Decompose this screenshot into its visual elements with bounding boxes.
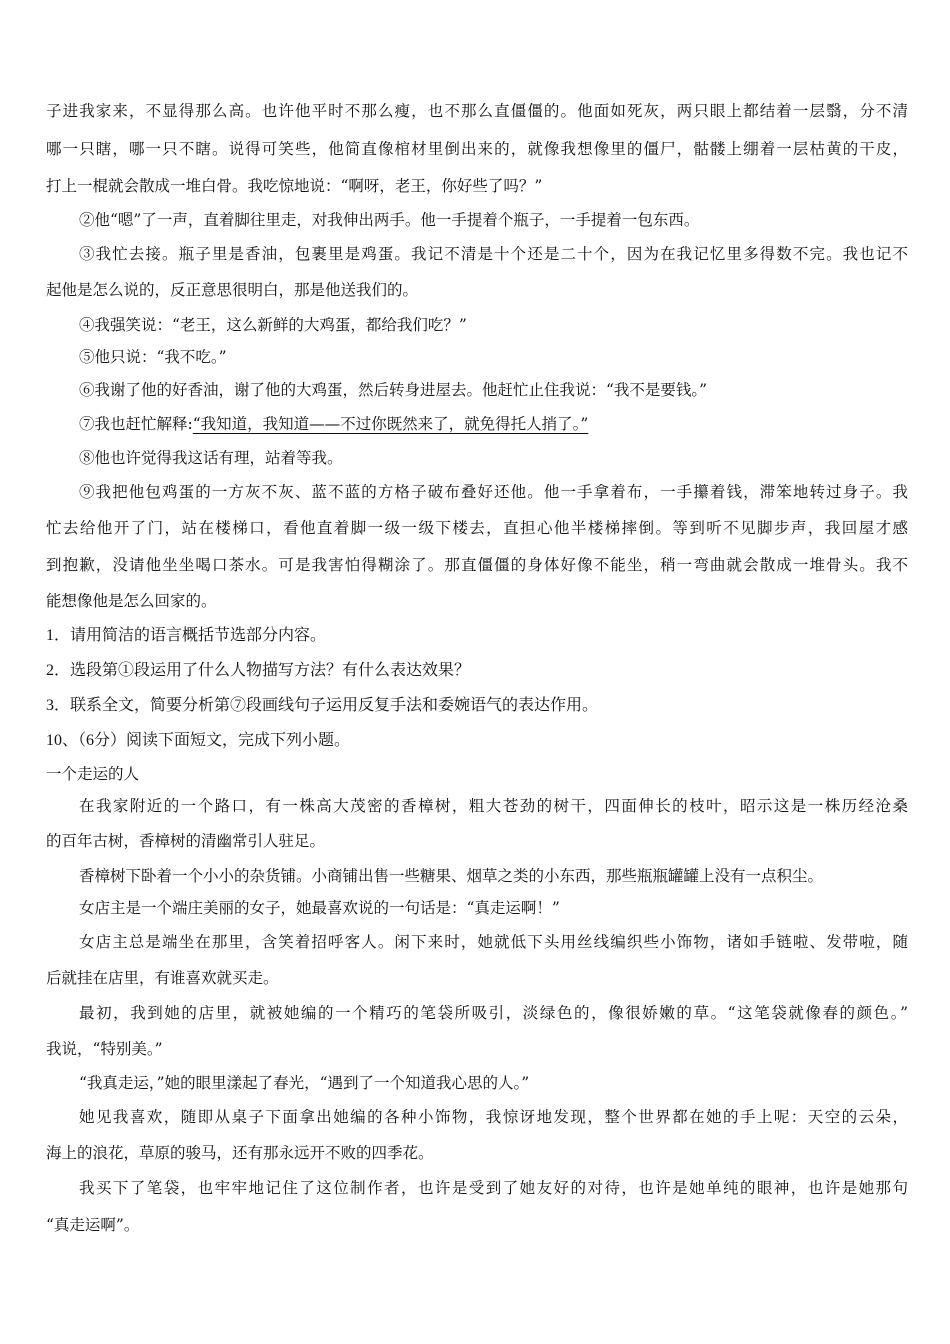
passage-p1-line1: 子进我家来，不显得那么高。也许他平时不那么瘦，也不那么直僵僵的。他面如死灰，两只眼上都结着一层翳，分不清 xyxy=(46,102,908,120)
passage-p1-line3: 打上一棍就会散成一堆白骨。我吃惊地说：“啊呀，老王，你好些了吗？” xyxy=(46,177,543,195)
story-p8-line1: 我买下了笔袋，也牢牢地记住了这位制作者，也许是受到了她友好的对待，也许是她单纯的眼神，也许是她那句 xyxy=(79,1179,908,1197)
passage-p5: ⑤他只说：“我不吃。” xyxy=(79,348,227,366)
story-p5-line2: 我说，“特别美。” xyxy=(46,1040,163,1058)
story-p3: 女店主是一个端庄美丽的女子，她最喜欢说的一句话是：“真走运啊！” xyxy=(79,899,560,917)
underlined-sentence: “我知道，我知道——不过你既然来了，就免得托人捎了。” xyxy=(192,415,589,433)
passage-p2: ②他“嗯”了一声，直着脚往里走，对我伸出两手。他一手提着个瓶子，一手提着一包东西。 xyxy=(79,211,700,229)
story-p6: “我真走运，”她的眼里漾起了春光，“遇到了一个知道我心思的人。” xyxy=(79,1074,530,1092)
story-title: 一个走运的人 xyxy=(46,765,140,783)
story-p7-line1: 她见我喜欢，随即从桌子下面拿出她编的各种小饰物，我惊讶地发现，整个世界都在她的手上呢：天空的云朵， xyxy=(79,1108,908,1126)
passage-p1-line2: 哪一只瞎，哪一只不瞎。说得可笑些，他简直像棺材里倒出来的，就像我想像里的僵尸，骷髅上绷着一层枯黄的干皮， xyxy=(46,140,908,158)
section-10-heading: 10、（6分）阅读下面短文，完成下列小题。 xyxy=(46,732,351,749)
passage-p9-line4: 能想像他是怎么回家的。 xyxy=(46,592,217,610)
passage-p9-line2: 忙去给他开了门，站在楼梯口，看他直着脚一级一级下楼去，直担心他半楼梯摔倒。等到听不见脚步声，我回屋才感 xyxy=(46,519,908,537)
story-p1-line1: 在我家附近的一个路口，有一株高大茂密的香樟树，粗大苍劲的树干，四面伸长的枝叶，昭示这是一株历经沧桑 xyxy=(79,797,908,815)
passage-p7-prefix: ⑦我也赶忙解释: xyxy=(79,415,193,433)
passage-p6: ⑥我谢了他的好香油，谢了他的大鸡蛋，然后转身进屋去。他赶忙止住我说：“我不是要钱。” xyxy=(79,381,708,399)
passage-p3-line1: ③我忙去接。瓶子里是香油，包裹里是鸡蛋。我记不清是十个还是二十个，因为在我记忆里多得数不完。我也记不 xyxy=(79,245,908,263)
story-p1-line2: 的百年古树，香樟树的清幽常引人驻足。 xyxy=(46,832,326,850)
story-p2: 香樟树下卧着一个小小的杂货铺。小商铺出售一些糖果、烟草之类的小东西，那些瓶瓶罐罐上没有一点积尘。 xyxy=(79,867,824,885)
question-1: 1．请用简洁的语言概括节选部分内容。 xyxy=(46,627,327,644)
story-p5-line1: 最初，我到她的店里，就被她编的一个精巧的笔袋所吸引，淡绿色的，像很娇嫩的草。“这笔袋就像春的颜色。” xyxy=(79,1004,908,1022)
question-2: 2．选段第①段运用了什么人物描写方法？有什么表达效果？ xyxy=(46,662,471,679)
passage-p7 xyxy=(79,412,908,436)
passage-p8: ⑧他也许觉得我这话有理，站着等我。 xyxy=(79,449,343,467)
passage-p9-line3: 到抱歉，没请他坐坐喝口茶水。可是我害怕得糊涂了。那直僵僵的身体好像不能坐，稍一弯曲就会散成一堆骨头。我不 xyxy=(46,556,908,574)
story-p8-line2: “真走运啊”。 xyxy=(46,1216,140,1234)
story-p4-line1: 女店主总是端坐在那里，含笑着招呼客人。闲下来时，她就低下头用丝线编织些小饰物，诸如手链啦、发带啦，随 xyxy=(79,933,908,951)
passage-p9-line1: ⑨我把他包鸡蛋的一方灰不灰、蓝不蓝的方格子破布叠好还他。他一手拿着布，一手攥着钱，滞笨地转过身子。我 xyxy=(79,483,908,501)
story-p7-line2: 海上的浪花，草原的骏马，还有那永远开不败的四季花。 xyxy=(46,1144,434,1162)
passage-p3-line2: 起他是怎么说的，反正意思很明白，那是他送我们的。 xyxy=(46,281,419,299)
story-p4-line2: 后就挂在店里，有谁喜欢就买走。 xyxy=(46,969,279,987)
question-3: 3．联系全文，简要分析第⑦段画线句子运用反复手法和委婉语气的表达作用。 xyxy=(46,697,599,714)
passage-p4: ④我强笑说：“老王，这么新鲜的大鸡蛋，都给我们吃？” xyxy=(79,316,467,334)
